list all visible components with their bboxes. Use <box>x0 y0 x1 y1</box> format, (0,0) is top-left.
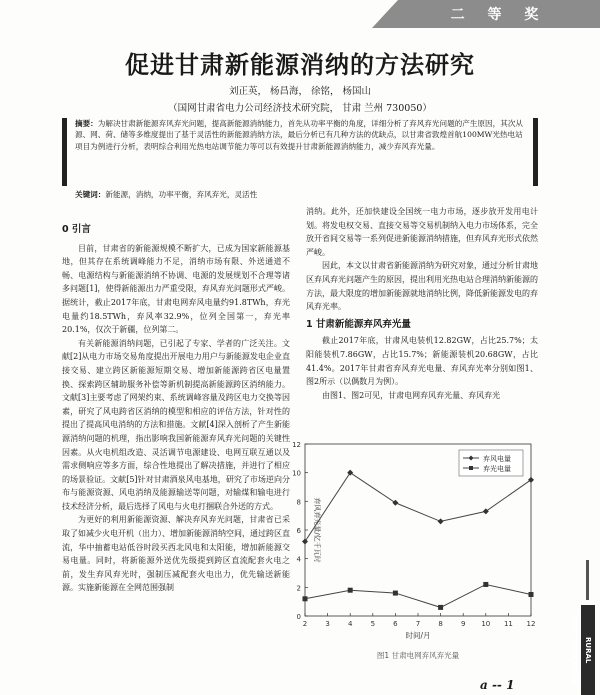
data-point-square <box>438 605 443 610</box>
journal-sidebar-label: RURAL ELECTRIFICATION <box>581 605 595 695</box>
sidebar-bar <box>586 560 589 600</box>
paragraph: 因此，本文以甘肃省新能源消纳为研究对象，通过分析甘肃地区弃风弃光问题产生的原因，提出利用光热电站合理消纳新能源的方法，最大限度的增加新能源就地消纳比例，降低新能源发电的弃风弃光率。 <box>306 261 538 312</box>
data-point-diamond <box>528 477 534 483</box>
y-tick-label: 6 <box>296 527 301 535</box>
data-point-square <box>348 588 353 593</box>
x-tick-label: 7 <box>415 620 421 628</box>
data-point-diamond <box>347 470 353 476</box>
paragraph: 截止2017年底，甘肃风电装机12.82GW，占比25.7%；太阳能装机7.86GW，占比15.7%；新能源装机20.68GW，占比41.4%。2017年甘肃省弃风弃光电量、弃风弃光率分别如图1、图2所示（以偶数月为例）。 <box>306 336 538 387</box>
legend-label: 弃风电量 <box>483 455 511 463</box>
y-tick-label: 8 <box>296 498 301 507</box>
y-tick-label: 2 <box>296 584 301 593</box>
x-tick-label: 9 <box>460 620 466 628</box>
authors: 刘正英， 杨昌海， 徐铭， 杨国山 <box>228 86 372 97</box>
series-line-1 <box>305 473 531 542</box>
y-tick-label: 0 <box>296 613 301 621</box>
data-point-square <box>483 582 488 587</box>
keywords <box>75 189 257 200</box>
y-tick-label: 12 <box>292 441 301 449</box>
x-tick-label: 12 <box>526 620 536 628</box>
data-point-diamond <box>438 518 444 524</box>
keywords-text: 新能源，消纳，功率平衡，弃风弃光，灵活性 <box>105 190 258 199</box>
y-tick-label: 4 <box>296 555 301 564</box>
y-axis-label: 弃风弃光量/亿千瓦时 <box>313 497 321 563</box>
keywords-label: 关键词： <box>75 190 106 199</box>
abstract-label: 摘要： <box>75 119 98 128</box>
left-column <box>62 223 290 595</box>
x-tick-label: 8 <box>438 620 443 628</box>
series-line-2 <box>305 584 531 607</box>
award-banner: 二 等 奖 <box>398 0 600 28</box>
x-tick-label: 5 <box>370 620 376 628</box>
x-tick-label: 11 <box>503 620 513 628</box>
paragraph: 目前，甘肃省的新能源规模不断扩大，已成为国家新能源基地，但其存在系统调峰能力不足，消纳市场有限、外送通道不畅、电源结构与新能源消纳不协调、电源的发展规划不合理等诸多问题[1]，使得新能源出力严重受限，弃风弃光问题形式严峻。据统计，截止2017年底，甘肃电网弃风电量约91.8TWh，弃光电量约18.5TWh，弃风率32.9%，位列全国第一，弃光率20.1%，仅次于新疆，位列第二。 <box>62 243 290 335</box>
data-point-square <box>303 596 308 601</box>
data-point-square <box>393 591 398 596</box>
paragraph: 消纳。此外，还加快建设全国统一电力市场，逐步放开发用电计划。将发电权交易、直接交易等交易机制纳入电力市场体系，完全放开省间交易等一系列促进新能源消纳措施，但弃风弃光形式依然严峻。 <box>306 207 538 257</box>
page-tail-text: a -- 1 <box>480 678 515 692</box>
x-tick-label: 2 <box>302 620 308 628</box>
paragraph: 有关新能源消纳问题，已引起了专家、学者的广泛关注。文献[2]从电力市场交易角度提出开展电力用户与新能源发电企业直接交易、建立跨区新能源短期交易、增加新能源跨省区电量置换、探索跨区辅助服务补偿等新机制提高新能源跨区消纳能力。文献[3]主要考虑了网架约束、系统调峰容量及跨区电力交换等因素，研究了风电跨省区消纳的模型和相应的评估方法，针对性的提出了提高风电消纳的方法和措施。文献[4]深入剖析了产生新能源消纳问题的机理，指出影响我国新能源弃风弃光问题的关键性因素。从火电机组改造、灵活调节电源建设、电网互联互通以及需求侧响应等多方面，综合性地提出了解决措施，并进行了相应的场景验证。文献[5]针对甘肃酒泉风电基地，研究了市场逆向分布与能源资源、风电消纳及能源输送等问题，对输煤和输电进行技术经济分析，最后选择了风电与火电打捆联合外送的方式。 <box>62 338 290 511</box>
section-0-heading: 0 引言 <box>62 224 91 235</box>
data-point-diamond <box>302 538 308 544</box>
legend-label: 弃光电量 <box>483 465 511 473</box>
abstract <box>62 118 538 186</box>
right-column <box>306 205 538 402</box>
x-tick-label: 6 <box>393 620 398 628</box>
data-point-square <box>529 592 534 597</box>
x-tick-label: 4 <box>347 620 353 628</box>
section-1-heading: 1 甘肃新能源弃风弃光量 <box>306 318 411 330</box>
figure-caption: 图1 甘肃电网弃风弃光量 <box>376 651 460 660</box>
x-axis-label: 时间/月 <box>405 631 431 640</box>
y-tick-label: 10 <box>292 469 301 478</box>
figure-1-chart <box>283 436 545 661</box>
data-point-diamond <box>483 508 489 514</box>
affiliation: （国网甘肃省电力公司经济技术研究院， 甘肃 兰州 730050） <box>168 103 432 114</box>
legend-marker-square <box>469 466 473 470</box>
data-point-diamond <box>392 500 398 506</box>
paragraph: 为更好的利用新能源资源、解决弃风弃光问题，甘肃省已采取了如减少火电开机（出力）、增加新能源消纳空间，通过跨区直流，华中抽蓄电站低谷时段买西北风电和太阳能，增加新能源交易电量。同时，将新能源外送优先级提到跨区直流配套火电之前，发生弃风弃光时，强制压减配套火电出力，优先输送新能源。实施新能源在全网范围强制 <box>62 515 290 593</box>
paragraph: 由图1、图2可见，甘肃电网弃风弃光量、弃风弃光 <box>322 390 501 400</box>
x-tick-label: 3 <box>325 620 330 628</box>
x-tick-label: 10 <box>481 620 491 628</box>
abstract-text: 为解决甘肃新能源弃风弃光问题，提高新能源消纳能力，首先从功率平衡的角度，详细分析了弃风弃光问题的产生原因，其次从源、网、荷、储等多维度提出了基于灵活性的新能源消纳方法，最后分析已有几种方法的优缺点，以甘肃省敦煌首航100MW光热电站项目为例进行分析，表明综合利用光热电站调节能力等可以有效提升甘肃新能源消纳能力，减少弃风弃光量。 <box>75 119 524 151</box>
paper-title: 促进甘肃新能源消纳的方法研究 <box>125 51 475 79</box>
